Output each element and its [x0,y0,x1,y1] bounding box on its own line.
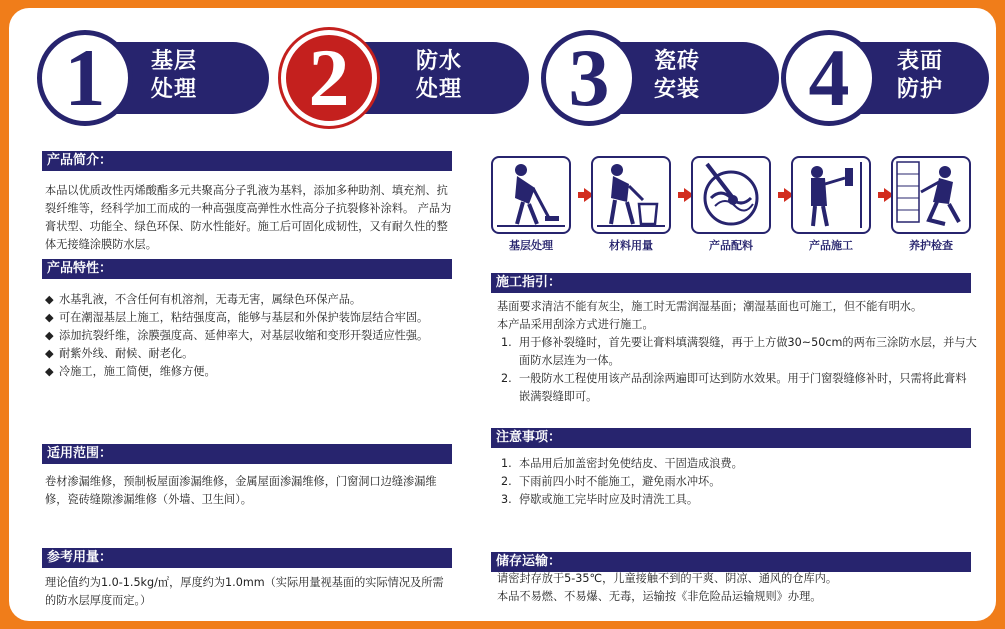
feature-item: ◆ 冷施工，施工简便，维修方便。 [45,365,216,378]
step-number-4: 4 [781,30,877,126]
usage-text: 理论值约为1.0-1.5kg/㎡，厚度约为1.0mm（实际用量视基面的实际情况及所需的防水层厚度而定。） [45,576,444,607]
note-item: 3. 停歇或施工完毕时应及时清洗工具。 [501,493,699,506]
notes-title: 注意事项： [491,428,971,448]
intro-title: 产品简介： [42,151,452,171]
process-step-4 [791,156,871,253]
product-sheet [9,8,996,621]
features-list [45,291,455,381]
feature-item: ◆ 耐紫外线、耐候、耐老化。 [45,347,194,360]
worker-cleaning-icon [491,156,571,234]
features-title: 产品特性： [42,259,452,279]
feature-item: ◆ 水基乳液，不含任何有机溶剂，无毒无害，属绿色环保产品。 [45,293,362,306]
process-step-label: 材料用量 [609,239,653,252]
note-item: 2. 下雨前四小时不能施工，避免雨水冲坏。 [501,475,721,488]
worker-inspecting-icon [891,156,971,234]
worker-mixing-icon [591,156,671,234]
process-step-label: 产品施工 [809,239,853,252]
scope-title: 适用范围： [42,444,452,464]
feature-item: ◆ 可在潮湿基层上施工，粘结强度高，能够与基层和外保护装饰层结合牢固。 [45,311,429,324]
guide-title: 施工指引： [491,273,971,293]
step-label-2: 防水 处理 [416,49,463,102]
guide-item: 1. 用于修补裂缝时，首先要让膏料填满裂缝，再于上方做30~50cm的两布三涂防水层，并与大面防水层连为一体。 [501,336,977,367]
guide-text: 基面要求清洁不能有灰尘，施工时无需润湿基面；潮湿基面也可施工，但不能有明水。 本产品采用刮涂方式进行施工。 1. 用于修补裂缝时，首先要让膏料填满裂缝，再于上方做30~50cm的两布三涂防水层，并与大面防水层连为一体。 2. 一般防水工程使用该产品刮涂两遍即可达到防水效果。用于门窗裂缝修补时，只需将此膏料嵌满裂缝即可。 [497,298,977,406]
scope-text: 卷材渗漏维修，预制板屋面渗漏维修，金属屋面渗漏维修，门窗洞口边缝渗漏维修，瓷砖缝隙渗漏维修（外墙、卫生间）。 [45,475,437,506]
process-step-5 [891,156,971,253]
step-label-3: 瓷砖 安装 [654,49,701,102]
step-number-2: 2 [281,30,377,126]
storage-text: 请密封存放于5-35℃，儿童接触不到的干爽、阴凉、通风的仓库内。 本品不易燃、不易爆、无毒，运输按《非危险品运输规则》办理。 [497,572,838,603]
guide-item: 2. 一般防水工程使用该产品刮涂两遍即可达到防水效果。用于门窗裂缝修补时，只需将此膏料嵌满裂缝即可。 [501,372,967,403]
process-step-3 [691,156,771,253]
note-item: 1. 本品用后加盖密封免使结皮、干固造成浪费。 [501,457,743,470]
step-label-1: 基层 处理 [151,49,198,102]
step-number-1: 1 [37,30,133,126]
feature-item: ◆ 添加抗裂纤维，涂膜强度高、延伸率大，对基层收缩和变形开裂适应性强。 [45,329,429,342]
process-step-label: 产品配料 [709,239,753,252]
notes-list [497,455,977,509]
process-step-1 [491,156,571,253]
process-step-label: 养护检查 [909,239,953,252]
worker-rolling-icon [791,156,871,234]
intro-text: 本品以优质改性丙烯酸酯多元共聚高分子乳液为基料，添加多种助剂、填充剂、抗裂纤维等，经科学加工而成的一种高强度高弹性水性高分子抗裂修补涂料。 产品为膏状型、功能全、绿色环保、防水性能好。施工后可固化成韧性，又有耐久性的整体无接缝涂膜防水层。 [45,184,452,251]
step-number-3: 3 [541,30,637,126]
process-step-label: 基层处理 [509,239,553,252]
usage-title: 参考用量： [42,548,452,568]
step-label-4: 表面 防护 [897,49,944,102]
storage-title: 储存运输： [491,552,971,572]
process-step-2 [591,156,671,253]
mixing-bucket-icon [691,156,771,234]
